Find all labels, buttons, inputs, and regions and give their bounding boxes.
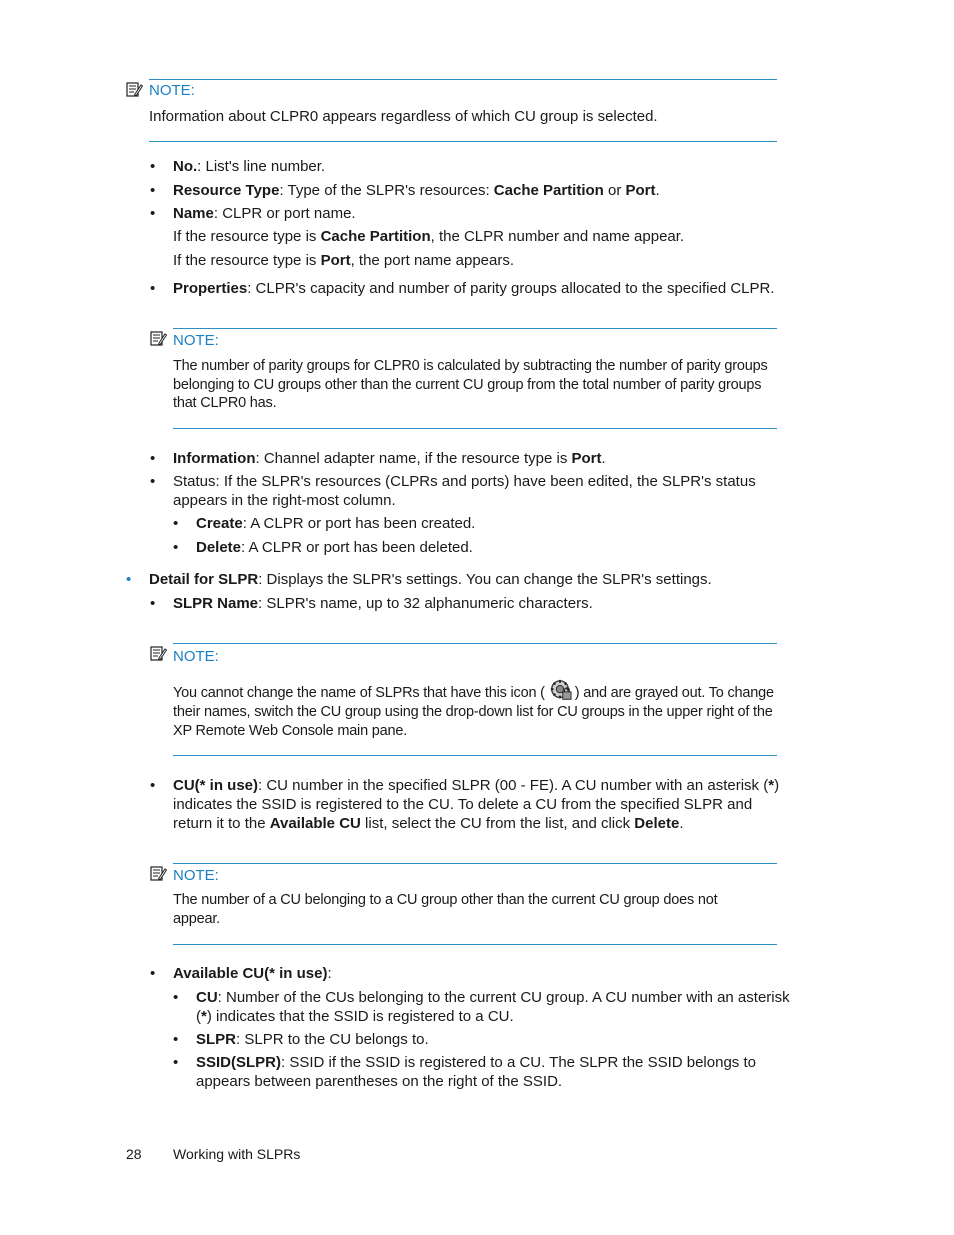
description: : CLPR's capacity and number of parity groups allocated to the specified CLPR. xyxy=(247,280,775,297)
option: Cache Partition xyxy=(493,182,604,199)
description: : A CLPR or port has been deleted. xyxy=(241,539,473,556)
bullet: • xyxy=(173,515,179,532)
note-icon xyxy=(150,331,167,346)
description: ) indicates that the SSID is registered to a CU. xyxy=(206,1008,514,1025)
bullet: • xyxy=(150,777,156,794)
text: If the resource type is xyxy=(173,252,321,269)
description: : Displays the SLPR's settings. You can change the SLPR's settings. xyxy=(258,571,712,588)
term: Available CU xyxy=(269,815,361,832)
list-item-delete xyxy=(173,538,796,557)
bullet: • xyxy=(150,158,156,175)
description: : List's line number. xyxy=(197,158,326,175)
punct: . xyxy=(601,450,606,467)
term: Information xyxy=(173,450,256,467)
text: If the resource type is xyxy=(173,228,321,245)
note-label: NOTE: xyxy=(149,82,195,99)
term: SLPR xyxy=(196,1031,237,1048)
note-icon xyxy=(150,866,167,881)
note-text xyxy=(173,684,785,740)
list-item-slpr xyxy=(173,1030,796,1049)
note-bottom-rule xyxy=(173,428,777,429)
list-item-no xyxy=(150,157,793,176)
term: Create xyxy=(196,515,243,532)
description: : Channel adapter name, if the resource type is xyxy=(255,450,572,467)
note-top-rule xyxy=(173,863,777,864)
list-item-status xyxy=(150,472,793,510)
text: ) and are grayed out. To change their names, switch the CU group using the drop-down list for CU groups in the upper right of the XP Remote Web Console main pane. xyxy=(173,685,774,739)
description: : SSID if the SSID is registered to a CU. The SLPR the SSID belongs to appears between parentheses on the right of the SSID. xyxy=(196,1054,756,1090)
term: Delete xyxy=(196,539,242,556)
note-bottom-rule xyxy=(149,141,777,142)
term: Cache Partition xyxy=(320,228,431,245)
footer-section-title: Working with SLPRs xyxy=(173,1146,301,1162)
note-text: The number of a CU belonging to a CU group other than the current CU group does not appear. xyxy=(173,892,718,927)
name-subtext-cache xyxy=(173,227,793,246)
punct: : xyxy=(327,965,332,982)
term: SSID(SLPR) xyxy=(196,1054,282,1071)
description: Status: If the SLPR's resources (CLPRs and ports) have been edited, the SLPR's status appears in the right-most column. xyxy=(173,473,756,509)
text: You cannot change the name of SLPRs that have this icon ( xyxy=(173,685,545,701)
bullet: • xyxy=(150,595,156,612)
list-item-create xyxy=(173,514,796,533)
term: Port xyxy=(571,450,602,467)
name-subtext-port xyxy=(173,251,793,270)
term: Properties xyxy=(173,280,248,297)
bullet: • xyxy=(126,571,132,588)
term: Port xyxy=(320,252,351,269)
bullet: • xyxy=(173,1031,179,1048)
term: Available CU(* in use) xyxy=(173,965,328,982)
punct: . xyxy=(679,815,684,832)
list-item-properties xyxy=(150,279,793,298)
description: : CLPR or port name. xyxy=(213,205,356,222)
term: Resource Type xyxy=(173,182,280,199)
description: : CU number in the specified SLPR (00 - FE). A CU number with an asterisk ( xyxy=(258,777,769,794)
note-label: NOTE: xyxy=(173,332,219,349)
text: , the port name appears. xyxy=(350,252,515,269)
option: Port xyxy=(625,182,656,199)
description: : SLPR to the CU belongs to. xyxy=(236,1031,429,1048)
punct: . xyxy=(655,182,660,199)
note-top-rule xyxy=(149,79,777,80)
term: SLPR Name xyxy=(173,595,259,612)
note-top-rule xyxy=(173,328,777,329)
bullet: • xyxy=(173,1054,179,1071)
list-item-slpr-name xyxy=(150,594,793,613)
description: list, select the CU from the list, and click xyxy=(360,815,635,832)
bullet: • xyxy=(150,965,156,982)
list-item-resource-type xyxy=(150,181,793,200)
description: : SLPR's name, up to 32 alphanumeric characters. xyxy=(258,595,593,612)
list-item-detail-for-slpr xyxy=(126,570,789,589)
term: Detail for SLPR xyxy=(149,571,259,588)
description: : Number of the CUs belonging to the current CU group. A CU number with an asterisk ( xyxy=(196,989,790,1025)
bullet: • xyxy=(173,989,179,1006)
bullet: • xyxy=(173,539,179,556)
list-item-ssid-slpr xyxy=(173,1053,796,1091)
note-bottom-rule xyxy=(173,755,777,756)
term: Name xyxy=(173,205,214,222)
note-text: The number of parity groups for CLPR0 is calculated by subtracting the number of parity groups belonging to CU groups other than the current CU group from the total number of parity groups that CLPR0 has. xyxy=(173,358,768,411)
note-top-rule xyxy=(173,643,777,644)
description: ) indicates the SSID is registered to the CU. To delete a CU from the specified SLPR and return it to the xyxy=(173,777,780,832)
term: Delete xyxy=(634,815,680,832)
list-item-name xyxy=(150,204,793,223)
list-item-cu xyxy=(173,988,804,1026)
bullet: • xyxy=(150,280,156,297)
note-label: NOTE: xyxy=(173,867,219,884)
term: CU xyxy=(196,989,218,1006)
term: No. xyxy=(173,158,198,175)
note-icon xyxy=(126,82,143,97)
asterisk: * xyxy=(201,1008,207,1025)
note-icon xyxy=(150,646,167,661)
note-bottom-rule xyxy=(173,944,777,945)
text: , the CLPR number and name appear. xyxy=(430,228,685,245)
connector: or xyxy=(603,182,626,199)
page-number: 28 xyxy=(126,1146,142,1162)
list-item-available-cu xyxy=(150,964,793,983)
bullet: • xyxy=(150,473,156,490)
list-item-cu-in-use xyxy=(150,776,795,833)
list-item-information xyxy=(150,449,793,468)
description: : A CLPR or port has been created. xyxy=(242,515,476,532)
note-text: Information about CLPR0 appears regardless of which CU group is selected. xyxy=(149,108,658,125)
slpr-lock-icon xyxy=(545,679,575,703)
description: : Type of the SLPR's resources: xyxy=(279,182,494,199)
bullet: • xyxy=(150,450,156,467)
bullet: • xyxy=(150,182,156,199)
bullet: • xyxy=(150,205,156,222)
asterisk: * xyxy=(768,777,775,794)
term: CU(* in use) xyxy=(173,777,259,794)
note-label: NOTE: xyxy=(173,648,219,665)
